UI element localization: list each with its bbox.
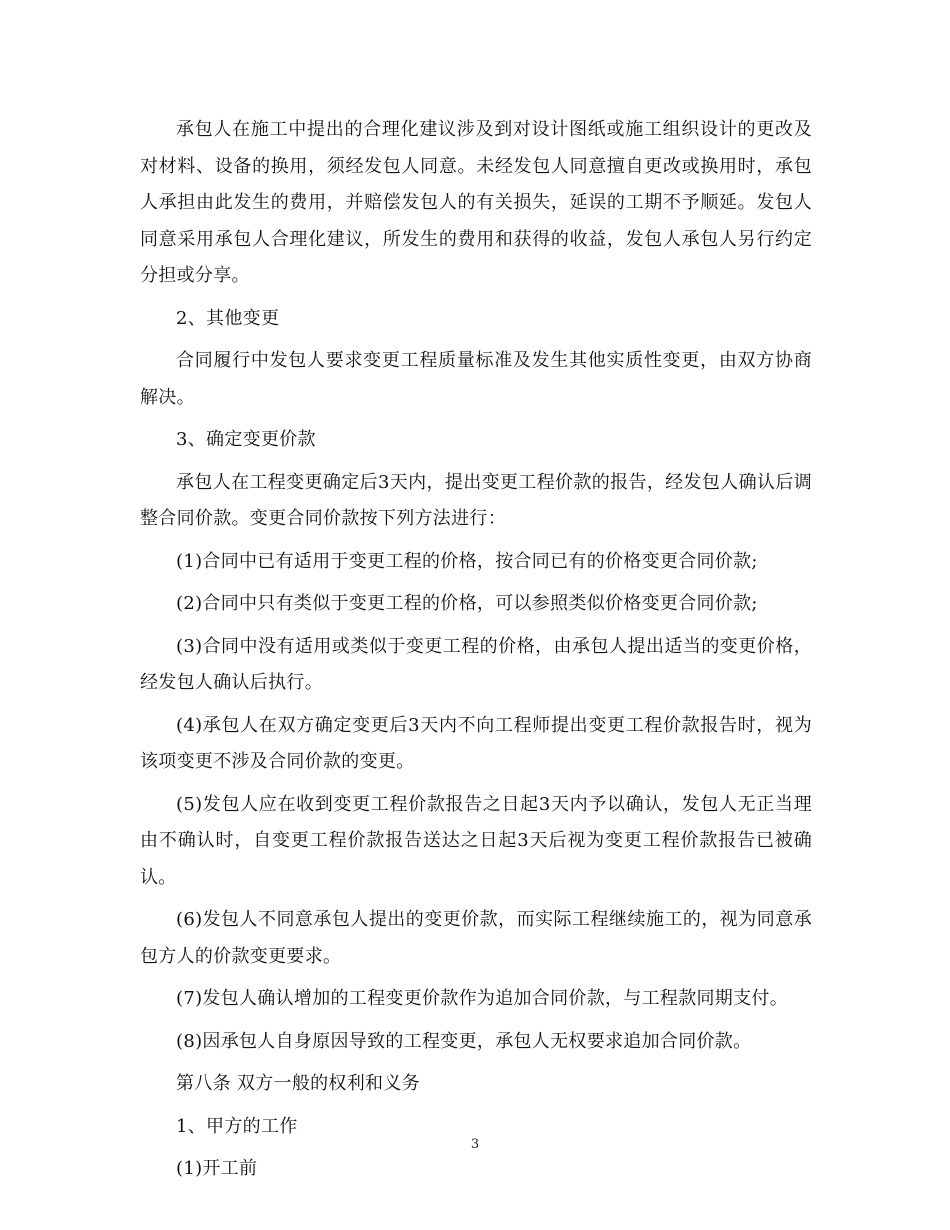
list-item-6: (6)发包人不同意承包人提出的变更价款，而实际工程继续施工的，视为同意承包方人的价款变更要求。 [140, 909, 812, 967]
paragraph-change-price-report: 承包人在工程变更确定后3天内，提出变更工程价款的报告，经发包人确认后调整合同价款。变更合同价款按下列方法进行： [140, 471, 812, 529]
list-item-8: (8)因承包人自身原因导致的工程变更，承包人无权要求追加合同价款。 [176, 1030, 752, 1052]
paragraph-other-changes: 合同履行中发包人要求变更工程质量标准及发生其他实质性变更，由双方协商解决。 [140, 350, 812, 408]
list-item-2: (2)合同中只有类似于变更工程的价格，可以参照类似价格变更合同价款; [176, 593, 758, 614]
heading-determine-change-price: 3、确定变更价款 [176, 429, 316, 450]
list-item-7: (7)发包人确认增加的工程变更价款作为追加合同价款，与工程款同期支付。 [176, 988, 788, 1009]
paragraph-rationalization-proposal: 承包人在施工中提出的合理化建议涉及到对设计图纸或施工组织设计的更改及对材料、设备的换用，须经发包人同意。未经发包人同意擅自更改或换用时，承包人承担由此发生的费用，并赔偿发包人的有关损失，延误的工期不予顺延。发包人同意采用承包人合理化建议，所发生的费用和获得的收益，发包人承包人另行约定分担或分享。 [140, 119, 812, 286]
list-item-5: (5)发包人应在收到变更工程价款报告之日起3天内予以确认，发包人无正当理由不确认时，自变更工程价款报告送达之日起3天后视为变更工程价款报告已被确认。 [140, 793, 812, 888]
heading-other-changes: 2、其他变更 [176, 307, 280, 329]
list-item-4: (4)承包人在双方确定变更后3天内不向工程师提出变更工程价款报告时，视为该项变更不涉及合同价款的变更。 [140, 714, 812, 772]
article-eight-heading: 第八条 双方一般的权利和义务 [176, 1073, 420, 1094]
list-item-1: (1)合同中已有适用于变更工程的价格，按合同已有的价格变更合同价款; [176, 550, 758, 572]
list-item-3: (3)合同中没有适用或类似于变更工程的价格，由承包人提出适当的变更价格，经发包人确认后执行。 [140, 635, 812, 693]
document-body [140, 112, 812, 1194]
page-number: 3 [470, 1137, 480, 1152]
heading-party-a-work: 1、甲方的工作 [176, 1115, 298, 1137]
sub-item-before-start: (1)开工前 [176, 1158, 258, 1179]
